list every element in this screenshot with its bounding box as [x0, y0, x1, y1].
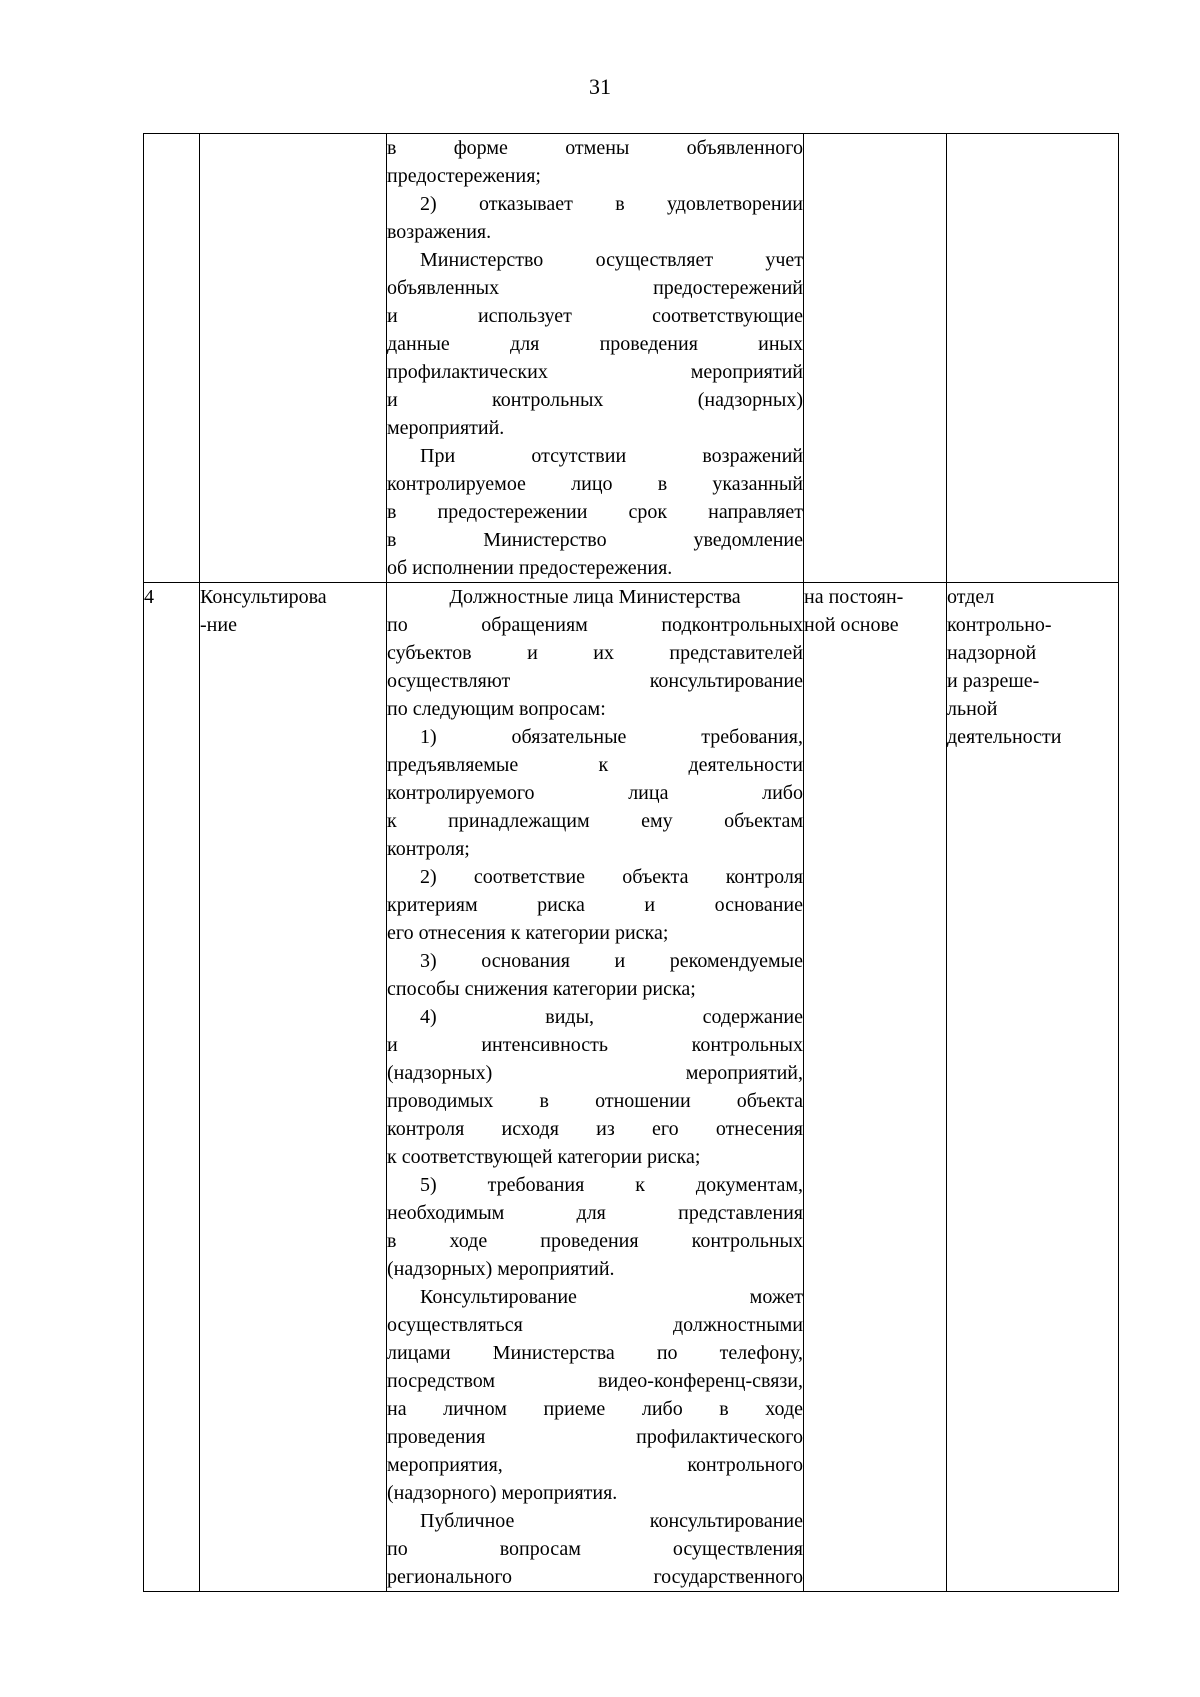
text-line: по вопросам осуществления [387, 1538, 803, 1560]
text-line: 4) виды, содержание [420, 1006, 803, 1028]
text-line: (надзорных) мероприятий, [387, 1062, 803, 1084]
text-line: и использует соответствующие [387, 305, 803, 327]
text-line: в форме отмены объявленного [387, 137, 803, 159]
page-number: 31 [589, 74, 611, 99]
text-line: предъявляемые к деятельности [387, 754, 803, 776]
text-line: 2) соответствие объекта контроля [420, 866, 803, 888]
deadline-cell [804, 583, 947, 1592]
text-line: субъектов и их представителей [387, 642, 803, 664]
text-line: по следующим вопросам: [387, 698, 606, 720]
department-line: льной [947, 698, 998, 720]
text-line: к соответствующей категории риска; [387, 1146, 701, 1168]
text-line: данные для проведения иных [387, 333, 803, 355]
text-line: способы снижения категории риска; [387, 978, 696, 1000]
text-line: При отсутствии возражений [420, 445, 803, 467]
table-row [144, 583, 1119, 1592]
text-line: контролируемого лица либо [387, 782, 803, 804]
text-line: объявленных предостережений [387, 277, 803, 299]
text-line: проведения профилактического [387, 1426, 803, 1448]
text-line: необходимым для представления [387, 1202, 803, 1224]
text-line: мероприятия, контрольного [387, 1454, 803, 1476]
measure-content-cell [387, 134, 804, 583]
department-line: и разреше- [947, 670, 1040, 692]
text-line: к принадлежащим ему объектам [387, 810, 803, 832]
text-line: (надзорного) мероприятия. [387, 1482, 618, 1504]
text-line: мероприятий. [387, 417, 505, 439]
measure-name-cell [200, 134, 387, 583]
text-line: на личном приеме либо в ходе [387, 1398, 803, 1420]
responsible-department-cell [947, 583, 1119, 1592]
deadline-line: на постоян- [804, 586, 904, 608]
text-line: и контрольных (надзорных) [387, 389, 803, 411]
text-line: в Министерство уведомление [387, 529, 803, 551]
text-line: осуществляют консультирование [387, 670, 803, 692]
deadline-line: ной основе [804, 614, 899, 636]
row-number-cell [144, 134, 200, 583]
department-line: надзорной [947, 642, 1037, 664]
department-line: контрольно- [947, 614, 1052, 636]
row-number-cell [144, 583, 200, 1592]
text-line: 1) обязательные требования, [420, 726, 803, 748]
text-line: предостережения; [387, 165, 541, 187]
text-line: в предостережении срок направляет [387, 501, 803, 523]
text-line: Министерство осуществляет учет [420, 249, 803, 271]
text-line: возражения. [387, 221, 492, 243]
text-line: 2) отказывает в удовлетворении [420, 193, 803, 215]
department-line: отдел [947, 586, 995, 608]
text-line: его отнесения к категории риска; [387, 922, 669, 944]
text-line: Консультирование может [420, 1286, 803, 1308]
measure-name-line: Консультирова [200, 586, 327, 608]
text-line: контроля исходя из его отнесения [387, 1118, 803, 1140]
text-line: Публичное консультирование [420, 1510, 803, 1532]
table-row [144, 134, 1119, 583]
text-line: (надзорных) мероприятий. [387, 1258, 615, 1280]
text-line: и интенсивность контрольных [387, 1034, 803, 1056]
text-line: профилактических мероприятий [387, 361, 803, 383]
text-line: об исполнении предостережения. [387, 557, 673, 579]
text-line: регионального государственного [387, 1566, 803, 1588]
text-line: 5) требования к документам, [420, 1174, 803, 1196]
text-line: контроля; [387, 838, 470, 860]
measure-name-cell [200, 583, 387, 1592]
text-line: контролируемое лицо в указанный [387, 473, 803, 495]
text-line: лицами Министерства по телефону, [387, 1342, 803, 1364]
measure-content-cell [387, 583, 804, 1592]
text-line: в ходе проведения контрольных [387, 1230, 803, 1252]
text-line: проводимых в отношении объекта [387, 1090, 803, 1112]
text-line: осуществляться должностными [387, 1314, 803, 1336]
row-number: 4 [144, 586, 154, 608]
department-line: деятельности [947, 726, 1062, 748]
responsible-department-cell [947, 134, 1119, 583]
text-line: 3) основания и рекомендуемые [420, 950, 803, 972]
text-line: по обращениям подконтрольных [387, 614, 803, 636]
measure-name-line: -ние [200, 614, 237, 636]
measures-table [143, 133, 1119, 1592]
text-line: критериям риска и основание [387, 894, 803, 916]
deadline-cell [804, 134, 947, 583]
text-line: Должностные лица Министерства [449, 586, 741, 608]
text-line: посредством видео-конференц-связи, [387, 1370, 803, 1392]
